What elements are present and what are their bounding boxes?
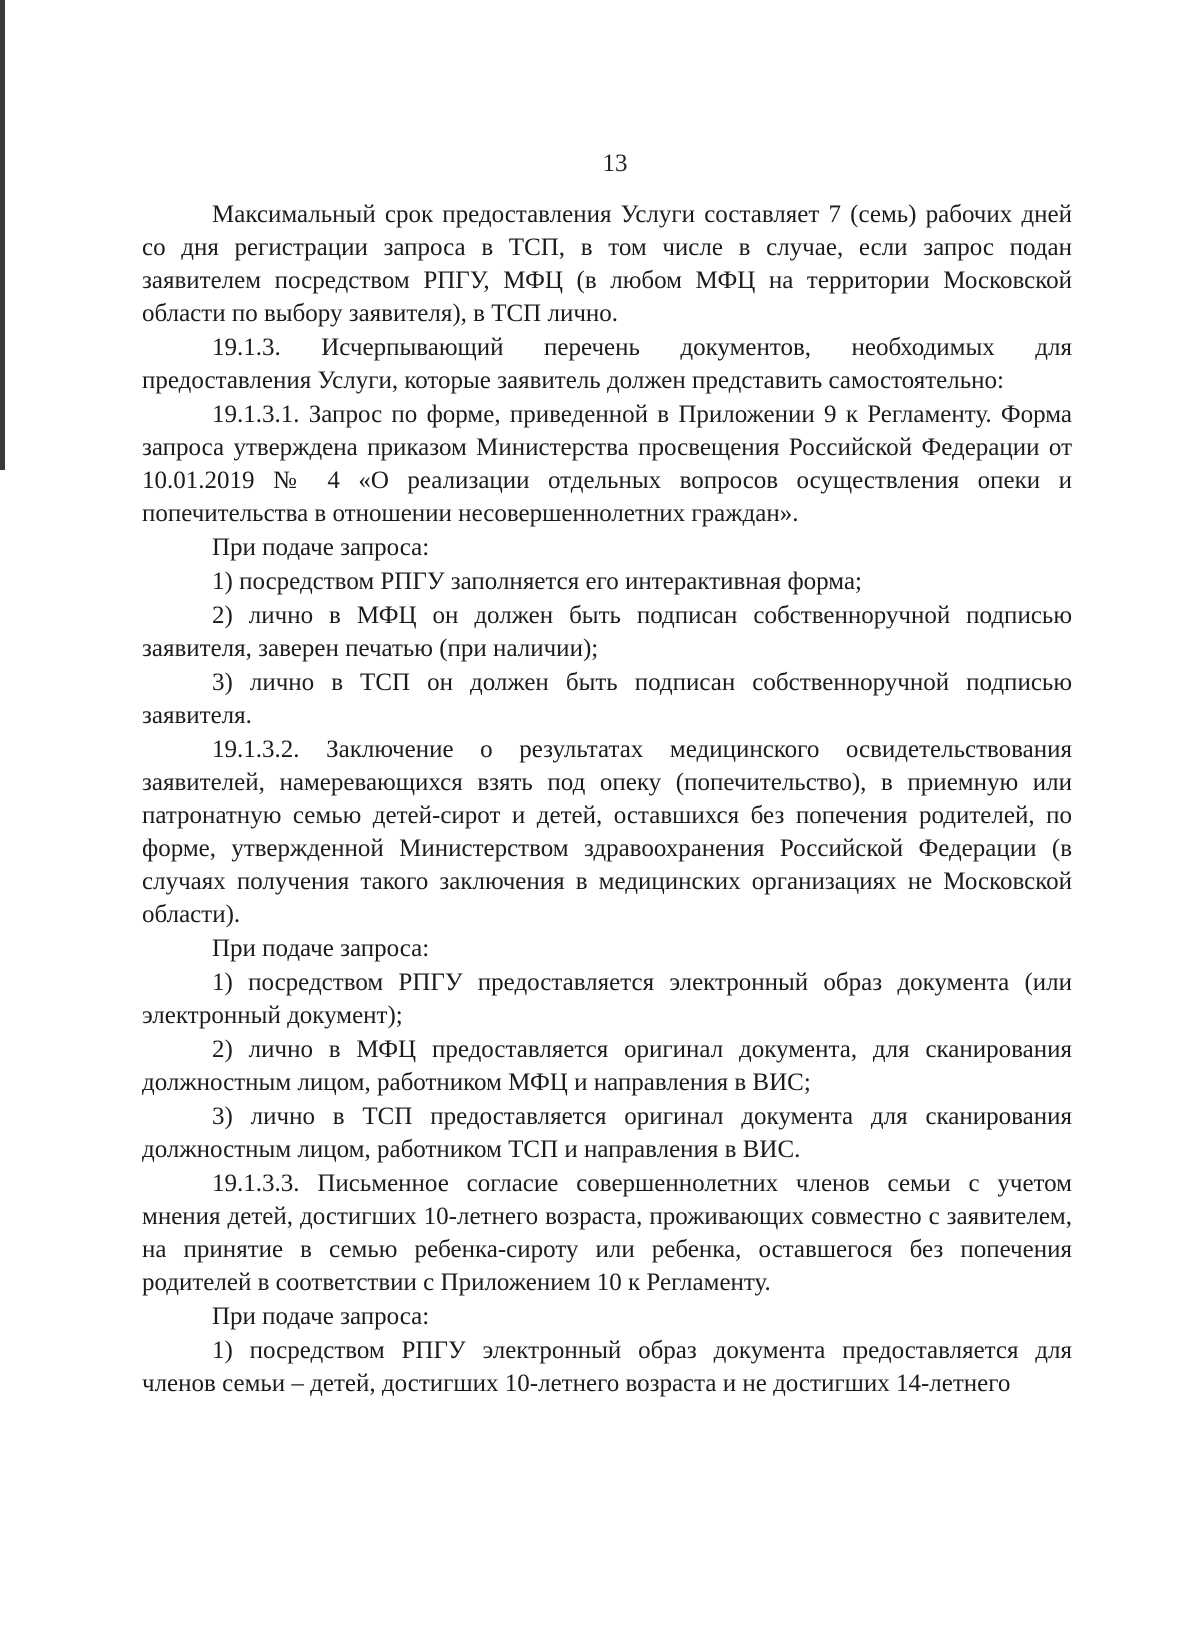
list-item: 2) лично в МФЦ предоставляется оригинал документа, для сканирования должностным лицом, работником МФЦ и направления в ВИС; [142,1036,1072,1096]
list-item: 1) посредством РПГУ предоставляется электронный образ документа (или электронный документ); [142,969,1072,1029]
paragraph-19-1-3-3: 19.1.3.3. Письменное согласие совершеннолетних членов семьи с учетом мнения детей, достигших 10-летнего возраста, проживающих совместно с заявителем, на принятие в семью ребенка-сироту или ребенка, оставшегося без попечения родителей в соответствии с Приложением 10 к Регламенту. [142,1170,1072,1296]
paragraph-19-1-3: 19.1.3. Исчерпывающий перечень документов, необходимых для предоставления Услуги, которые заявитель должен представить самостоятельно: [142,334,1072,394]
paragraph-submission-header: При подаче запроса: [212,935,430,962]
paragraph-term: Максимальный срок предоставления Услуги составляет 7 (семь) рабочих дней со дня регистрации запроса в ТСП, в том числе в случае, если запрос подан заявителем посредством РПГУ, МФЦ (в любом МФЦ на территории Московской области по выбору заявителя), в ТСП лично. [142,201,1072,327]
paragraph-submission-header: При подаче запроса: [212,1303,430,1330]
list-item: 1) посредством РПГУ заполняется его интерактивная форма; [212,568,862,595]
list-item: 3) лично в ТСП он должен быть подписан собственноручной подписью заявителя. [142,669,1072,729]
list-item: 2) лично в МФЦ он должен быть подписан собственноручной подписью заявителя, заверен печатью (при наличии); [142,602,1072,662]
paragraph-19-1-3-2: 19.1.3.2. Заключение о результатах медицинского освидетельствования заявителей, намеревающихся взять под опеку (попечительство), в приемную или патронатную семью детей-сирот и детей, оставшихся без попечения родителей, по форме, утвержденной Министерством здравоохранения Российской Федерации (в случаях получения такого заключения в медицинских организациях не Московской области). [142,736,1072,928]
list-item: 3) лично в ТСП предоставляется оригинал документа для сканирования должностным лицом, работником ТСП и направления в ВИС. [142,1103,1072,1163]
paragraph-submission-header: При подаче запроса: [212,534,430,561]
page-number: 13 [602,150,628,177]
paragraph-19-1-3-1: 19.1.3.1. Запрос по форме, приведенной в Приложении 9 к Регламенту. Форма запроса утверждена приказом Министерства просвещения Российской Федерации от 10.01.2019 № 4 «О реализации отдельных вопросов осуществления опеки и попечительства в отношении несовершеннолетних граждан». [142,401,1072,527]
list-item: 1) посредством РПГУ электронный образ документа предоставляется для членов семьи – детей, достигших 10-летнего возраста и не достигших 14-летнего [142,1337,1072,1397]
scan-edge [0,0,5,470]
document-body [142,198,1072,1400]
